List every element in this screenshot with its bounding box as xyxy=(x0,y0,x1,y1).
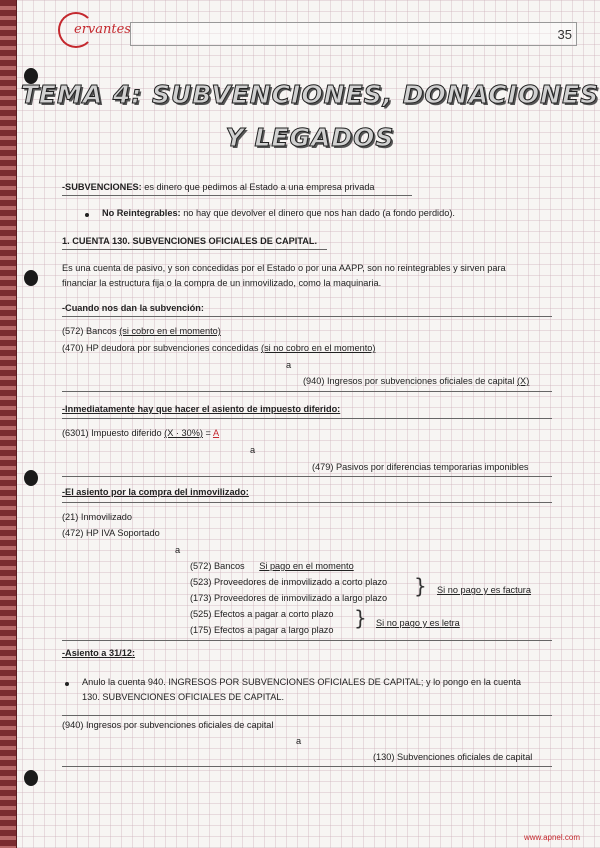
entry-heading: -El asiento por la compra del inmovilizado: xyxy=(62,487,249,497)
rule xyxy=(62,766,552,767)
brace-note: Si no pago y es letra xyxy=(376,618,460,628)
account-label: (470) HP deudora por subvenciones concedidas xyxy=(62,343,259,353)
punch-hole xyxy=(24,770,38,786)
debit-line xyxy=(62,343,375,353)
credit-line xyxy=(303,376,529,386)
rule xyxy=(62,195,412,196)
bullet-icon xyxy=(85,213,89,217)
debit-line: (21) Inmovilizado xyxy=(62,512,132,522)
page-number: 35 xyxy=(557,27,572,42)
subvenciones-text: es dinero que pedimos al Estado a una empresa privada xyxy=(144,182,375,192)
logo-text: ervantes xyxy=(74,22,131,37)
punch-hole xyxy=(24,470,38,486)
account-label: (572) Bancos xyxy=(62,326,117,336)
rule xyxy=(62,502,552,503)
account-amount: (X) xyxy=(517,376,530,386)
no-reintegrables-text: no hay que devolver el dinero que nos han dado (a fondo perdido). xyxy=(183,208,455,218)
footer-url: www.apnel.com xyxy=(523,833,580,842)
paragraph-line: Anulo la cuenta 940. INGRESOS POR SUBVENCIONES OFICIALES DE CAPITAL; y lo pongo en la cuenta xyxy=(82,677,521,687)
entry-heading: -Cuando nos dan la subvención: xyxy=(62,303,204,313)
credit-line: (175) Efectos a pagar a largo plazo xyxy=(190,625,334,635)
account-result: A xyxy=(212,428,220,438)
paragraph-line: Es una cuenta de pasivo, y son concedidas por el Estado o por una AAPP, son no reintegrables y sirven para xyxy=(62,263,506,273)
account-note: Si pago en el momento xyxy=(259,561,354,571)
rule xyxy=(62,316,552,317)
rule xyxy=(62,715,552,716)
rule xyxy=(62,476,552,477)
credit-line: (130) Subvenciones oficiales de capital xyxy=(373,752,533,762)
page-title-line2: Y LEGADOS xyxy=(225,123,395,152)
equals-sign: = xyxy=(205,428,211,438)
entry-a: a xyxy=(296,736,302,746)
account-note: (si cobro en el momento) xyxy=(119,326,221,336)
paragraph-line: financiar la estructura fija o la compra de un inmovilizado, como la maquinaria. xyxy=(62,278,382,288)
page-title-line1: TEMA 4: SUBVENCIONES, DONACIONES xyxy=(20,80,600,109)
debit-line: (940) Ingresos por subvenciones oficiales de capital xyxy=(62,720,274,730)
subvenciones-definition xyxy=(62,182,375,192)
credit-line: (525) Efectos a pagar a corto plazo xyxy=(190,609,334,619)
section-heading: 1. CUENTA 130. SUBVENCIONES OFICIALES DE CAPITAL. xyxy=(62,236,318,246)
entry-heading: -Inmediatamente hay que hacer el asiento de impuesto diferido: xyxy=(62,404,341,414)
account-note: (si no cobro en el momento) xyxy=(261,343,376,353)
debit-line xyxy=(62,326,221,336)
rule xyxy=(62,249,327,250)
debit-line: (472) HP IVA Soportado xyxy=(62,528,160,538)
no-reintegrables-item xyxy=(102,208,455,218)
rule xyxy=(62,391,552,392)
brace-icon: } xyxy=(354,606,367,630)
credit-line: (479) Pasivos por diferencias temporarias imponibles xyxy=(312,462,529,472)
credit-line xyxy=(190,561,354,571)
account-label: (6301) Impuesto diferido xyxy=(62,428,162,438)
brace-note: Si no pago y es factura xyxy=(437,585,531,595)
punch-hole xyxy=(24,270,38,286)
entry-a: a xyxy=(250,445,256,455)
bullet-icon xyxy=(65,682,69,686)
rule xyxy=(62,418,552,419)
credit-line: (523) Proveedores de inmovilizado a corto plazo xyxy=(190,577,388,587)
header-box xyxy=(130,22,577,46)
paragraph-line: 130. SUBVENCIONES OFICIALES DE CAPITAL. xyxy=(82,692,285,702)
brace-icon: } xyxy=(414,574,427,598)
entry-heading: -Asiento a 31/12: xyxy=(62,648,136,658)
entry-a: a xyxy=(286,360,292,370)
no-reintegrables-label: No Reintegrables: xyxy=(102,208,181,218)
subvenciones-label: -SUBVENCIONES: xyxy=(62,182,142,192)
account-label: (940) Ingresos por subvenciones oficiales de capital xyxy=(303,376,515,386)
credit-line: (173) Proveedores de inmovilizado a largo plazo xyxy=(190,593,388,603)
debit-line xyxy=(62,428,219,438)
account-label: (572) Bancos xyxy=(190,561,245,571)
entry-a: a xyxy=(175,545,181,555)
rule xyxy=(62,640,552,641)
account-calc: (X · 30%) xyxy=(164,428,203,438)
